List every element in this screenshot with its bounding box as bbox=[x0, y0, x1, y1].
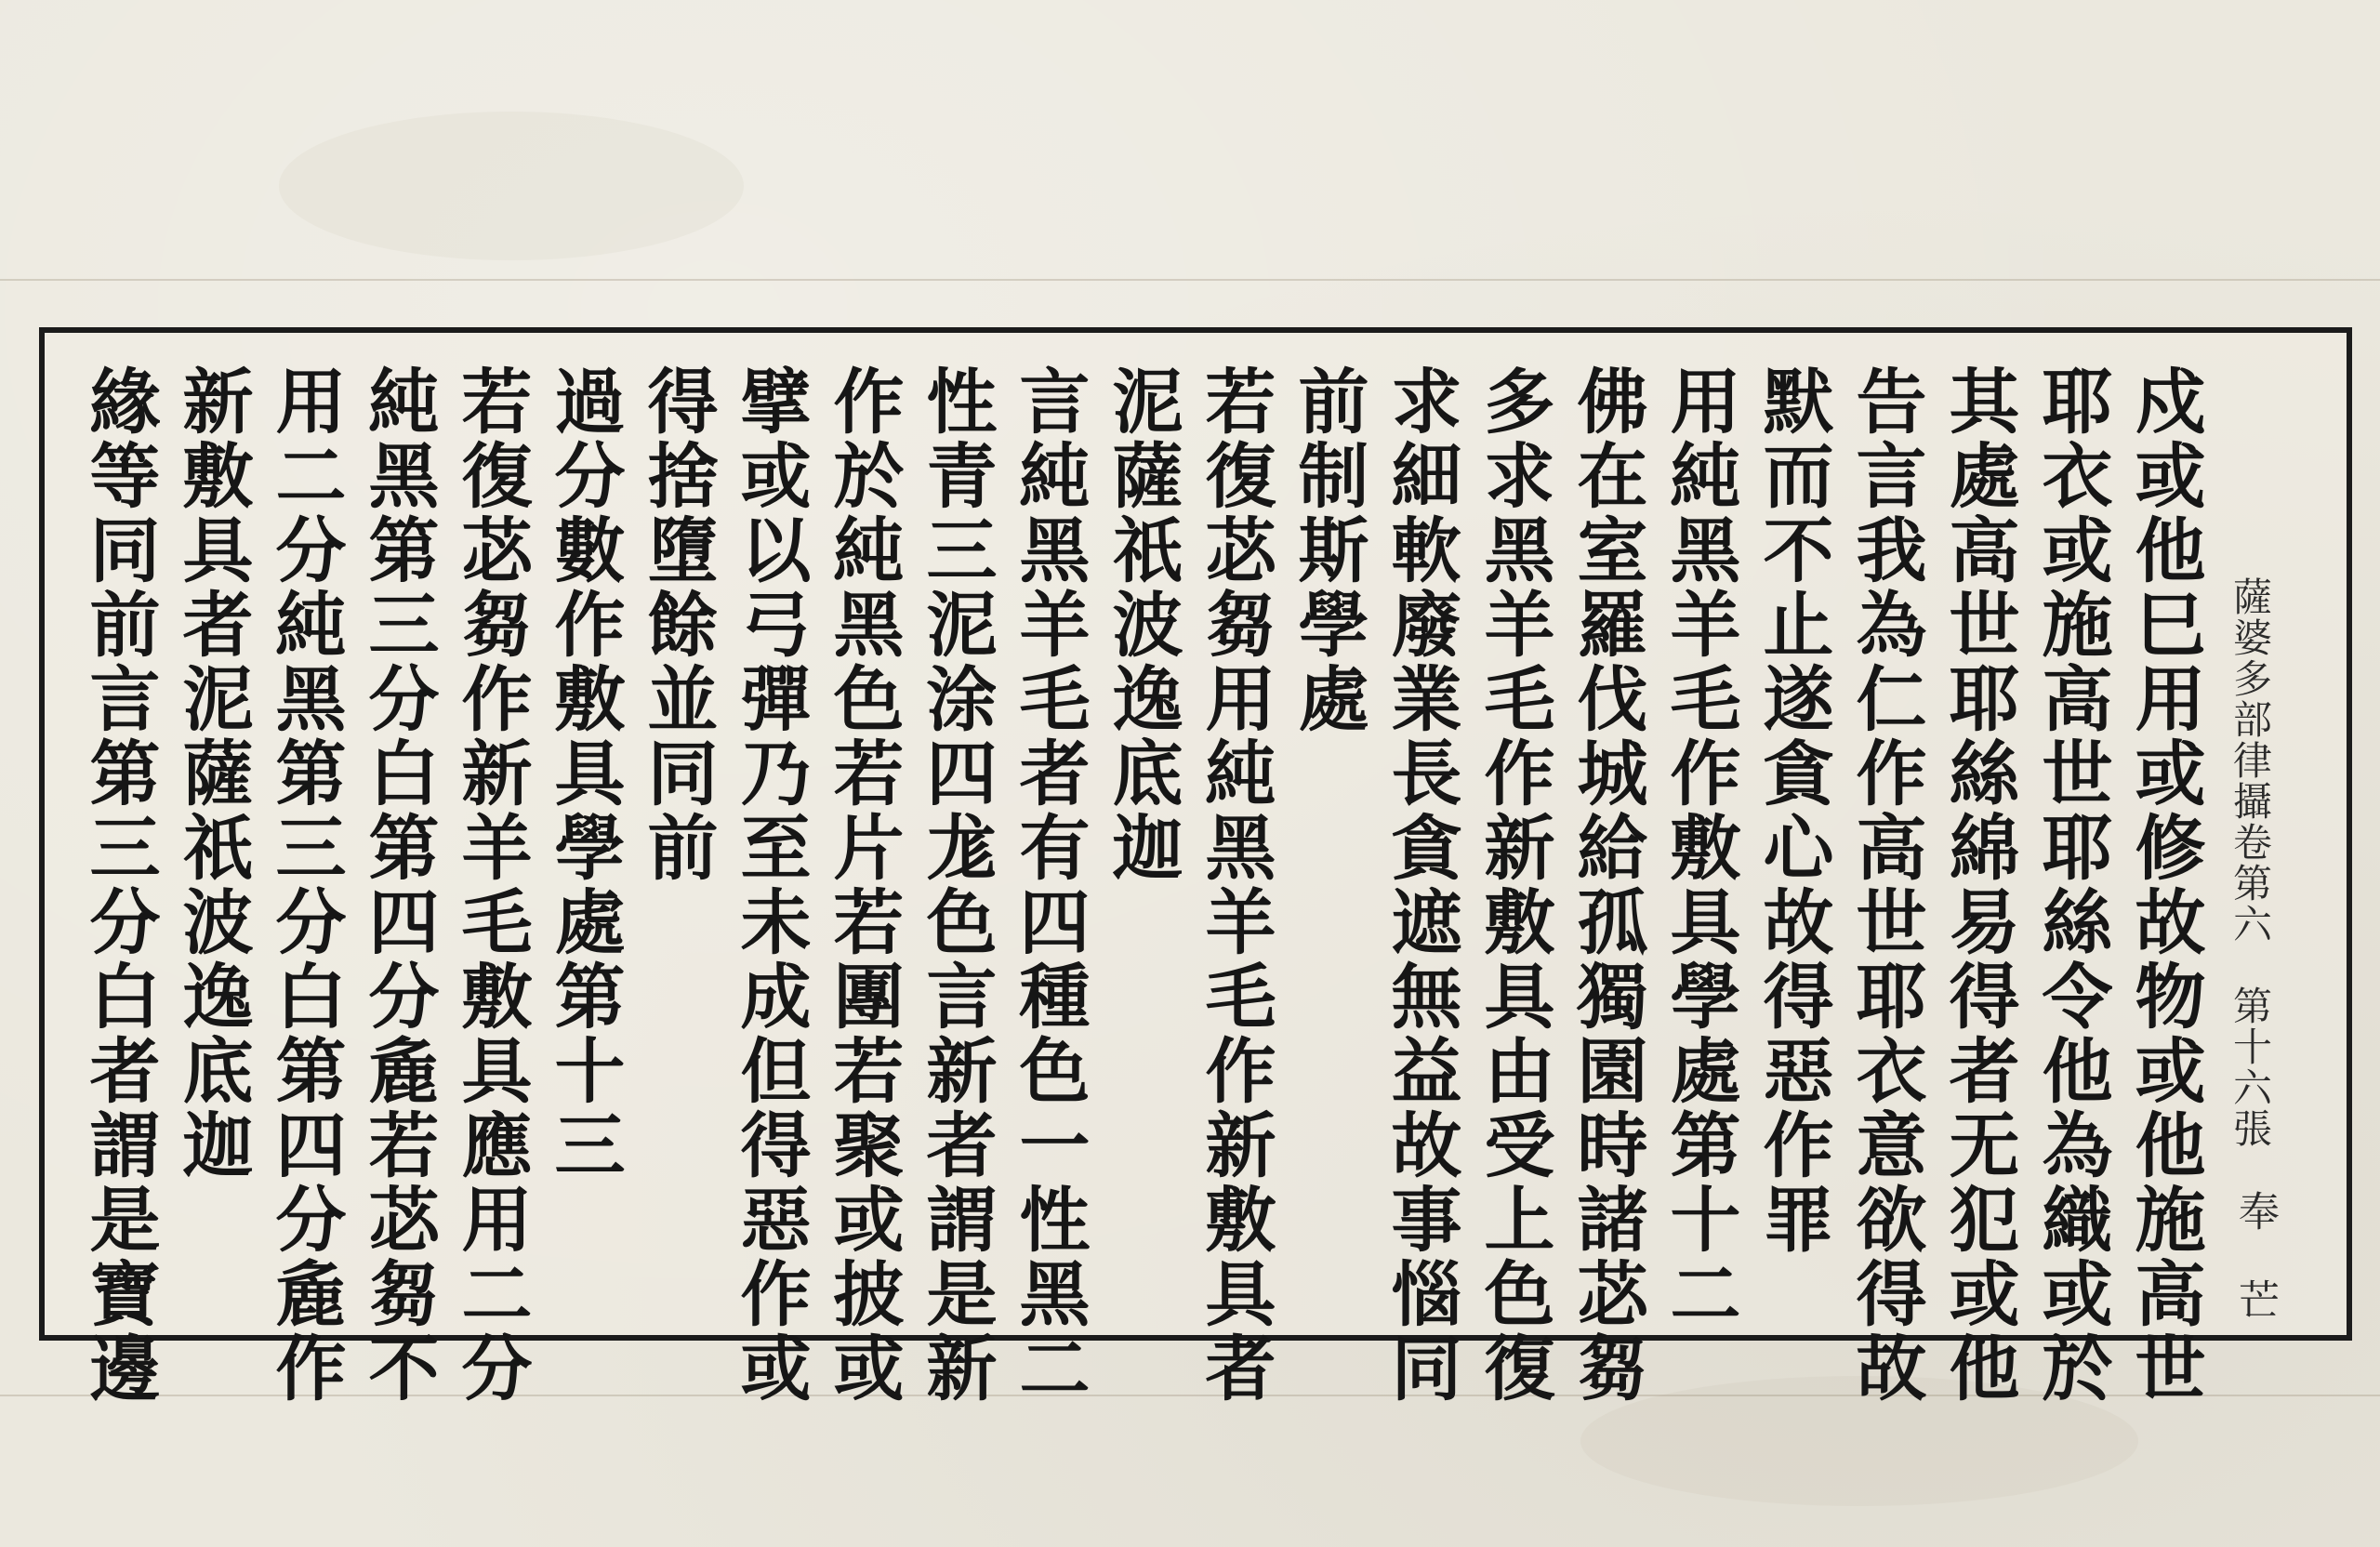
text-column-11: 若復苾芻用純黑羊毛作新敷具者 bbox=[1194, 364, 1276, 1406]
text-column-12: 泥薩祇波逸底迦 bbox=[1101, 364, 1183, 885]
text-column-18: 過分數作敷具學處第十三 bbox=[543, 364, 626, 1183]
text-column-3: 其處高世耶絲綿易得者无犯或他 bbox=[1937, 364, 2020, 1406]
text-column-6: 用純黑羊毛作敷具學處第十二 bbox=[1659, 364, 1741, 1331]
text-column-10: 前制斯學處 bbox=[1287, 364, 1369, 736]
text-column-5: 默而不止遂貪心故得惡作罪 bbox=[1752, 364, 1834, 1257]
text-column-4: 告言我為仁作高世耶衣意欲得故 bbox=[1844, 364, 1927, 1406]
text-column-15: 作於純黑色若片若團若聚或披或 bbox=[822, 364, 905, 1406]
text-column-8: 多求黑羊毛作新敷具由受上色復 bbox=[1473, 364, 1555, 1406]
text-column-23: 緣等同前言第三分白者謂是寶邊 bbox=[78, 364, 161, 1406]
margin-title: 薩婆多部律攝卷第六 第十六張 bbox=[2228, 576, 2273, 1149]
text-column-17: 得捨墮餘並同前 bbox=[636, 364, 719, 885]
paper-stain bbox=[279, 112, 744, 260]
text-column-22: 新敷具者泥薩祇波逸底迦 bbox=[171, 364, 254, 1183]
text-column-1: 戍或他巳用或修故物或他施高世 bbox=[2123, 364, 2206, 1406]
text-column-14: 性青三泥涂四尨色言新者謂是新 bbox=[915, 364, 998, 1406]
text-column-2: 耶衣或施高世耶絲令他為織或於 bbox=[2030, 364, 2113, 1406]
text-column-21: 用二分純黑第三分白第四分麁作 bbox=[264, 364, 347, 1406]
text-column-20: 純黑第三分白第四分麁若苾芻不 bbox=[357, 364, 440, 1406]
text-column-7: 佛在室羅伐城給孤獨園時諸苾芻 bbox=[1566, 364, 1648, 1406]
text-column-19: 若復苾芻作新羊毛敷具應用二分 bbox=[450, 364, 533, 1406]
text-column-9: 求細軟廢業長貪遮無益故事惱同 bbox=[1380, 364, 1462, 1406]
text-column-16: 擘或以弓彈乃至未成但得惡作或 bbox=[729, 364, 812, 1406]
paper-fold-line bbox=[0, 279, 2380, 281]
text-column-13: 言純黑羊毛者有四種色一性黑二 bbox=[1008, 364, 1091, 1406]
margin-note: 奉 芒 bbox=[2231, 1190, 2279, 1319]
